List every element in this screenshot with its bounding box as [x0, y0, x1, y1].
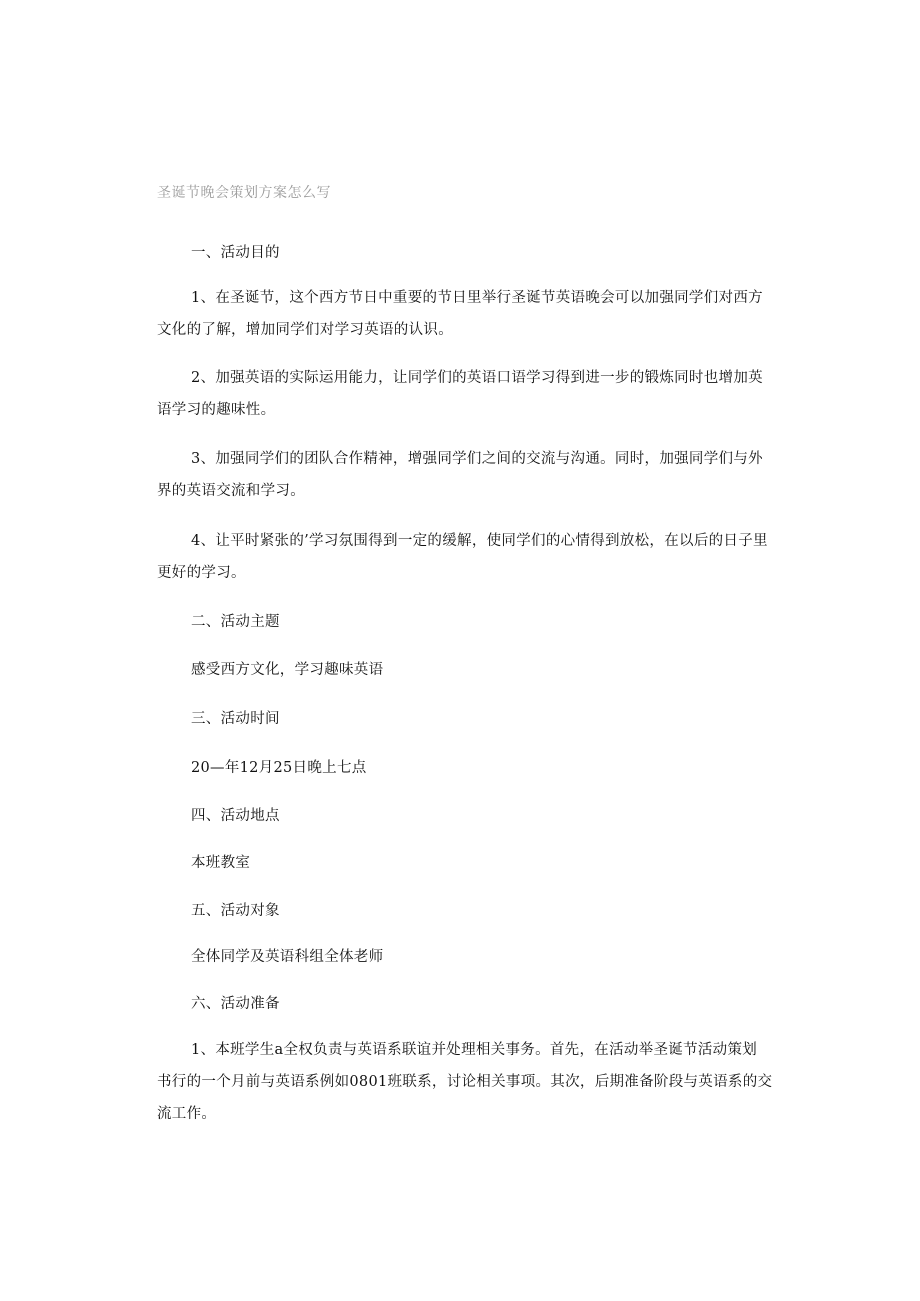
paragraph-preparation-1 [157, 1034, 772, 1130]
paragraph-line: 五、活动对象 [191, 903, 280, 919]
paragraph-line: 1、在圣诞节，这个西方节日中重要的节日里举行圣诞节英语晚会可以加强同学们对西方 [191, 290, 763, 306]
paragraph-theme [157, 654, 772, 686]
paragraph-purpose-4 [157, 525, 772, 589]
paragraph-line: 4、让平时紧张的’学习氛围得到一定的缓解，使同学们的心情得到放松，在以后的日子里 [191, 533, 768, 549]
paragraph-line: 文化的了解，增加同学们对学习英语的认识。 [157, 322, 453, 338]
paragraph-purpose-3 [157, 443, 772, 507]
document-title: 圣诞节晚会策划方案怎么写 [157, 185, 331, 201]
paragraph-purpose-2 [157, 362, 772, 426]
paragraph-line: 语学习的趣味性。 [157, 402, 276, 418]
paragraph-line: 流工作。 [157, 1106, 217, 1122]
section-heading-location [157, 800, 772, 832]
section-heading-theme [157, 606, 772, 638]
paragraph-line: 1、本班学生a全权负责与英语系联谊并处理相关事务。首先，在活动举圣诞节活动策划 [191, 1042, 758, 1058]
paragraph-line: 界的英语交流和学习。 [157, 483, 305, 499]
paragraph-line: 感受西方文化，学习趣味英语 [191, 662, 384, 678]
paragraph-purpose-1 [157, 282, 772, 346]
paragraph-line: 三、活动时间 [191, 711, 280, 727]
paragraph-line: 本班教室 [191, 855, 251, 871]
paragraph-line: 六、活动准备 [191, 996, 280, 1012]
section-heading-audience [157, 895, 772, 927]
paragraph-line: 20—年12月25日晚上七点 [191, 760, 367, 776]
section-heading-purpose [157, 237, 772, 269]
paragraph-line: 2、加强英语的实际运用能力，让同学们的英语口语学习得到进一步的锻炼同时也增加英 [191, 370, 763, 386]
paragraph-audience [157, 941, 772, 973]
section-heading-time [157, 703, 772, 735]
paragraph-line: 更好的学习。 [157, 565, 246, 581]
paragraph-line: 二、活动主题 [191, 614, 280, 630]
paragraph-line: 书行的一个月前与英语系例如0801班联系，讨论相关事项。其次，后期准备阶段与英语系的交 [157, 1074, 773, 1090]
paragraph-time [157, 752, 772, 784]
paragraph-location [157, 847, 772, 879]
section-heading-preparation [157, 988, 772, 1020]
paragraph-line: 四、活动地点 [191, 808, 280, 824]
paragraph-line: 3、加强同学们的团队合作精神，增强同学们之间的交流与沟通。同时，加强同学们与外 [191, 451, 763, 467]
paragraph-line: 一、活动目的 [191, 245, 280, 261]
paragraph-line: 全体同学及英语科组全体老师 [191, 949, 384, 965]
